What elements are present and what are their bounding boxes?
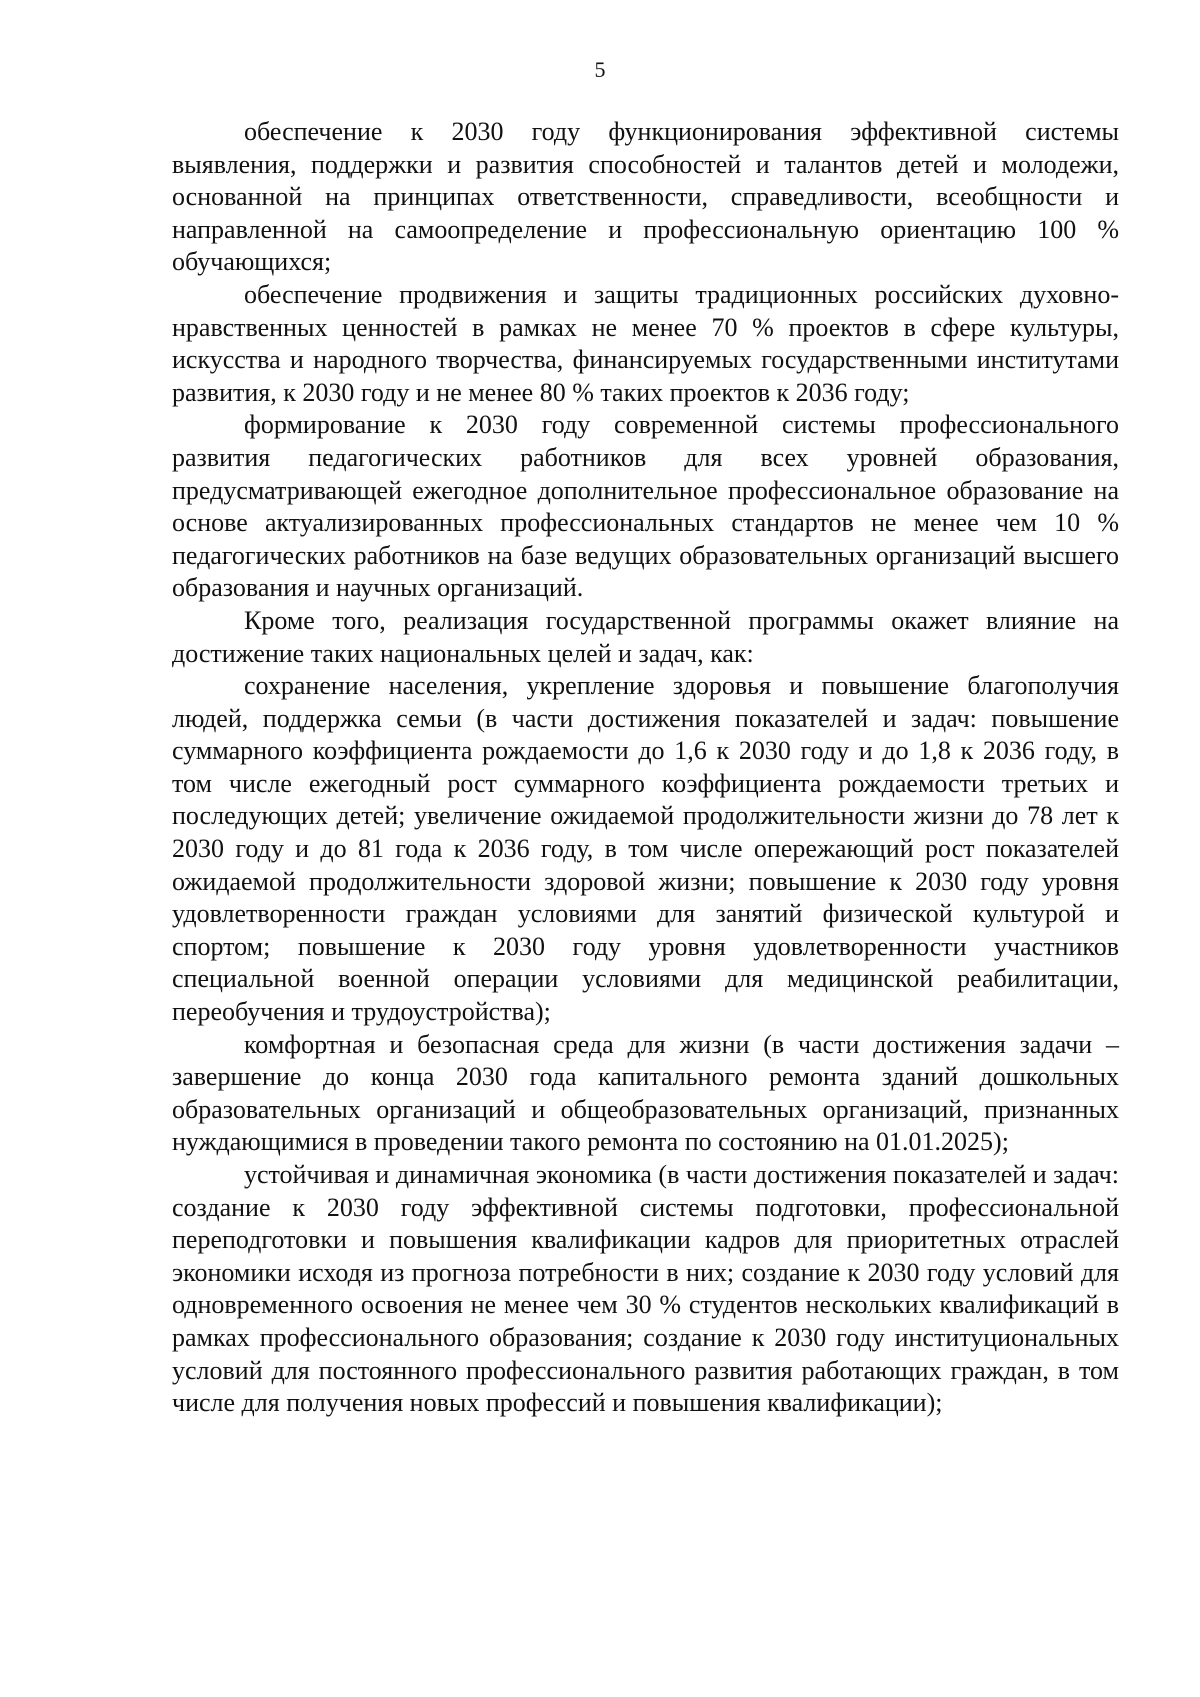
paragraph-talent-system: обеспечение к 2030 году функционирования эффективной системы выявления, поддержки и развития способностей и талантов детей и молодежи, основанной на принципах ответственности, справедливости, всеобщности и направленной на самоопределение и профессиональную ориентацию 100 % обучающихся; — [172, 117, 1119, 277]
paragraph-teacher-development: формирование к 2030 году современной системы профессионального развития педагогических работников для всех уровней образования, предусматривающей ежегодное дополнительное профессиональное образование на основе актуализированных профессиональных стандартов не менее чем 10 % педагогических работников на базе ведущих образовательных организаций высшего образования и научных организаций. — [172, 410, 1119, 603]
paragraph-traditional-values: обеспечение продвижения и защиты традиционных российских духовно-нравственных ценностей в рамках не менее 70 % проектов в сфере культуры, искусства и народного творчества, финансируемых государственными институтами развития, к 2030 году и не менее 80 % таких проектов к 2036 году; — [172, 279, 1119, 407]
page-number: 5 — [594, 57, 606, 82]
document-body — [172, 116, 1119, 1420]
paragraph-living-environment: комфортная и безопасная среда для жизни (в части достижения задачи – завершение до конца 2030 года капитального ремонта зданий дошкольных образовательных организаций и общеобразовательных организаций, признанных нуждающимися в проведении такого ремонта по состоянию на 01.01.2025); — [172, 1029, 1119, 1157]
paragraph-economy: устойчивая и динамичная экономика (в части достижения показателей и задач: создание к 2030 году эффективной системы подготовки, профессиональной переподготовки и повышения квалификации кадров для приоритетных отраслей экономики исходя из прогноза потребности в них; создание к 2030 году условий для одновременного освоения не менее чем 30 % студентов нескольких квалификаций в рамках профессионального образования; создание к 2030 году институциональных условий для постоянного профессионального развития работающих граждан, в том числе для получения новых профессий и повышения квалификации); — [172, 1160, 1119, 1418]
paragraph-national-goals-intro: Кроме того, реализация государственной программы окажет влияние на достижение таких национальных целей и задач, как: — [172, 605, 1119, 668]
paragraph-population-health: сохранение населения, укрепление здоровья и повышение благополучия людей, поддержка семьи (в части достижения показателей и задач: повышение суммарного коэффициента рождаемости до 1,6 к 2030 году и до 1,8 к 2036 году, в том числе ежегодный рост суммарного коэффициента рождаемости третьих и последующих детей; увеличение ожидаемой продолжительности жизни до 78 лет к 2030 году и до 81 года к 2036 году, в том числе опережающий рост показателей ожидаемой продолжительности здоровой жизни; повышение к 2030 году уровня удовлетворенности граждан условиями для занятий физической культурой и спортом; повышение к 2030 году уровня удовлетворенности участников специальной военной операции условиями для медицинской реабилитации, переобучения и трудоустройства); — [172, 671, 1119, 1027]
